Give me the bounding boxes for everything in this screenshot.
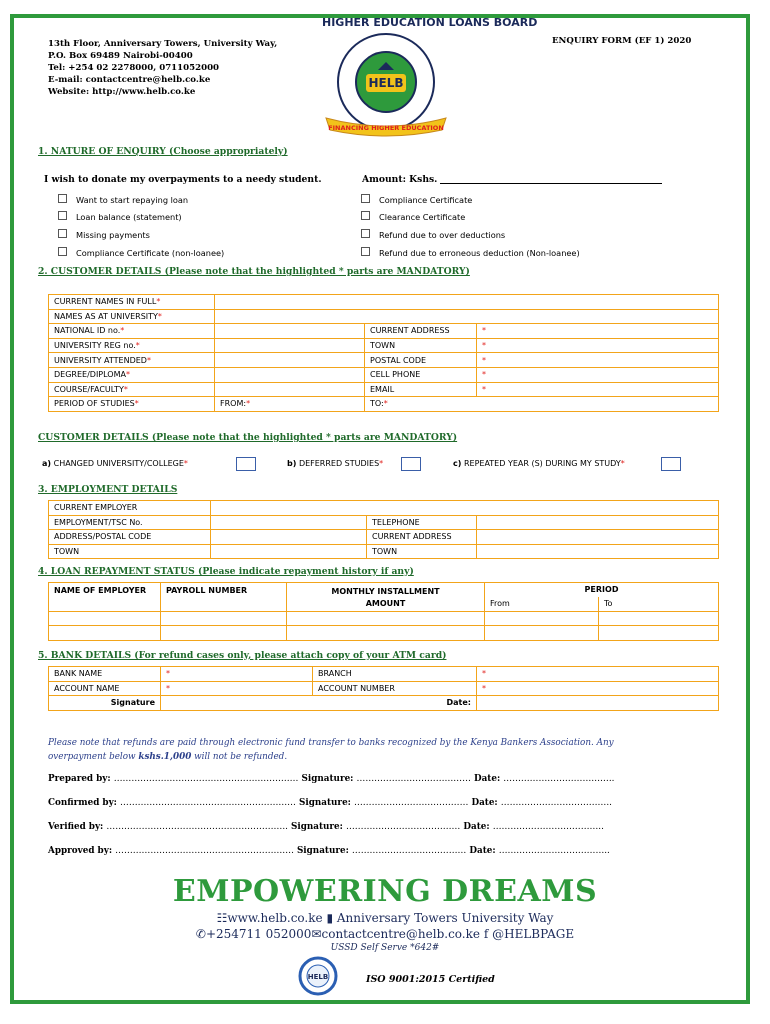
- confirmed-by-line[interactable]: Confirmed by: …………………………………………………… Signature: ………………………………… Date: ………………………………..: [48, 798, 612, 808]
- option-loan-balance-checkbox[interactable]: [58, 211, 67, 220]
- option-label: Compliance Certificate: [379, 195, 473, 205]
- iso-certified: ISO 9001:2015 Certified: [366, 974, 495, 985]
- repeated-year-box[interactable]: [661, 457, 681, 471]
- deferred-studies-label: DEFERRED STUDIES: [298, 459, 380, 468]
- address-line: 13th Floor, Anniversary Towers, University Way,: [48, 39, 278, 49]
- item-prefix: a): [42, 459, 52, 468]
- full-name-field[interactable]: [215, 295, 719, 310]
- option-label: Loan balance (statement): [76, 212, 182, 222]
- option-label: Refund due to erroneous deduction (Non-loanee): [379, 248, 580, 258]
- logo-center-text: HELB: [368, 76, 404, 90]
- option-missing-payments-checkbox[interactable]: [58, 229, 67, 238]
- amount-label: Amount: Kshs.: [362, 174, 438, 185]
- approved-by-line[interactable]: Approved by: ……………………………………………………. Signature: ………………………………… Date: ………………………………..: [48, 846, 610, 856]
- option-compliance-nonloanee-checkbox[interactable]: [58, 247, 67, 256]
- option-label: Missing payments: [76, 230, 150, 240]
- org-address: [48, 38, 277, 98]
- footer-contact-line: ✆+254711 052000✉contactcentre@helb.co.ke f @HELBPAGE: [195, 927, 575, 941]
- option-label: Compliance Certificate (non-loanee): [76, 248, 225, 258]
- form-number: ENQUIRY FORM (EF 1) 2020: [552, 36, 692, 46]
- social-icon: f: [483, 927, 489, 941]
- option-label: Clearance Certificate: [379, 212, 466, 222]
- section-2-title: 2. CUSTOMER DETAILS (Please note that the highlighted * parts are MANDATORY): [38, 266, 470, 277]
- address-line: Tel: +254 02 2278000, 0711052000: [48, 63, 220, 73]
- item-prefix: b): [287, 459, 297, 468]
- phone-icon: ✆: [195, 927, 206, 941]
- item-prefix: c): [453, 459, 462, 468]
- repeated-year-label: REPEATED YEAR (S) DURING MY STUDY: [463, 459, 621, 468]
- repayment-table: NAME OF EMPLOYER PAYROLL NUMBER MONTHLY INSTALLMENT AMOUNT PERIOD From To: [48, 582, 719, 641]
- option-label: Want to start repaying loan: [76, 195, 189, 205]
- employment-table: CURRENT EMPLOYER EMPLOYMENT/TSC No. TELEPHONE ADDRESS/POSTAL CODE CURRENT ADDRESS TOWN TOWN: [48, 500, 719, 559]
- address-line: E-mail: contactcentre@helb.co.ke: [48, 75, 211, 85]
- address-line: P.O. Box 69489 Nairobi-00400: [48, 51, 193, 61]
- university-name-field[interactable]: [215, 309, 719, 324]
- amount-line[interactable]: [440, 183, 662, 184]
- section-3-title: 3. EMPLOYMENT DETAILS: [38, 484, 178, 495]
- changed-university-label: CHANGED UNIVERSITY/COLLEGE: [53, 459, 184, 468]
- deferred-studies-box[interactable]: [401, 457, 421, 471]
- mail-icon: ✉: [311, 927, 322, 941]
- logo-banner: FINANCING HIGHER EDUCATION: [328, 124, 444, 132]
- helb-logo: [322, 16, 538, 138]
- iso-seal: [294, 956, 342, 996]
- ussd-line: USSD Self Serve *642#: [330, 943, 440, 953]
- verified-by-line[interactable]: Verified by: …………………………………………………….. Signature: ………………………………… Date: ………………………………..: [48, 822, 604, 832]
- option-start-repaying-checkbox[interactable]: [58, 194, 67, 203]
- changed-university-box[interactable]: [236, 457, 256, 471]
- customer-details-table: CURRENT NAMES IN FULL* NAMES AS AT UNIVERSITY* NATIONAL ID no.* CURRENT ADDRESS * UNIVERSITY REG no.* TOWN * UNIVERSITY ATTENDED* POSTAL CODE * DEGREE/DIPLOMA* CELL PHONE * COURSE/FACULTY* EMAIL * PERIOD OF STUDIES* FROM:* TO:*: [48, 294, 719, 412]
- option-refund-over-checkbox[interactable]: [361, 229, 370, 238]
- prepared-by-line[interactable]: Prepared by: ……………………………………………………… Signature: ………………………………… Date: ………………………………..: [48, 774, 615, 784]
- donate-text: I wish to donate my overpayments to a needy student.: [44, 174, 322, 185]
- option-clearance-checkbox[interactable]: [361, 211, 370, 220]
- section-4-title: 4. LOAN REPAYMENT STATUS (Please indicate repayment history if any): [38, 566, 414, 577]
- globe-icon: ☷: [216, 911, 228, 925]
- section-5-title: 5. BANK DETAILS (For refund cases only, please attach copy of your ATM card): [38, 650, 447, 661]
- customer-details-2-title: CUSTOMER DETAILS (Please note that the highlighted * parts are MANDATORY): [38, 432, 458, 443]
- option-refund-erroneous-checkbox[interactable]: [361, 247, 370, 256]
- seal-text: HELB: [307, 973, 329, 981]
- address-line: Website: http://www.helb.co.ke: [48, 87, 196, 97]
- slogan: EMPOWERING DREAMS: [172, 874, 598, 909]
- logo-ring-text: HIGHER EDUCATION LOANS BOARD: [322, 16, 538, 29]
- footer-web-line: ☷www.helb.co.ke ▮ Anniversary Towers University Way: [216, 911, 554, 925]
- option-label: Refund due to over deductions: [379, 230, 506, 240]
- bank-table: BANK NAME * BRANCH * ACCOUNT NAME * ACCOUNT NUMBER * Signature Date:: [48, 666, 719, 711]
- section-1-title: 1. NATURE OF ENQUIRY (Choose appropriately): [38, 146, 288, 157]
- building-icon: ▮: [326, 911, 334, 925]
- refund-note: Please note that refunds are paid through electronic fund transfer to banks recognized by the Kenya Bankers Association. Any overpayment below kshs.1,000 will not be refunded.: [48, 738, 614, 762]
- option-compliance-checkbox[interactable]: [361, 194, 370, 203]
